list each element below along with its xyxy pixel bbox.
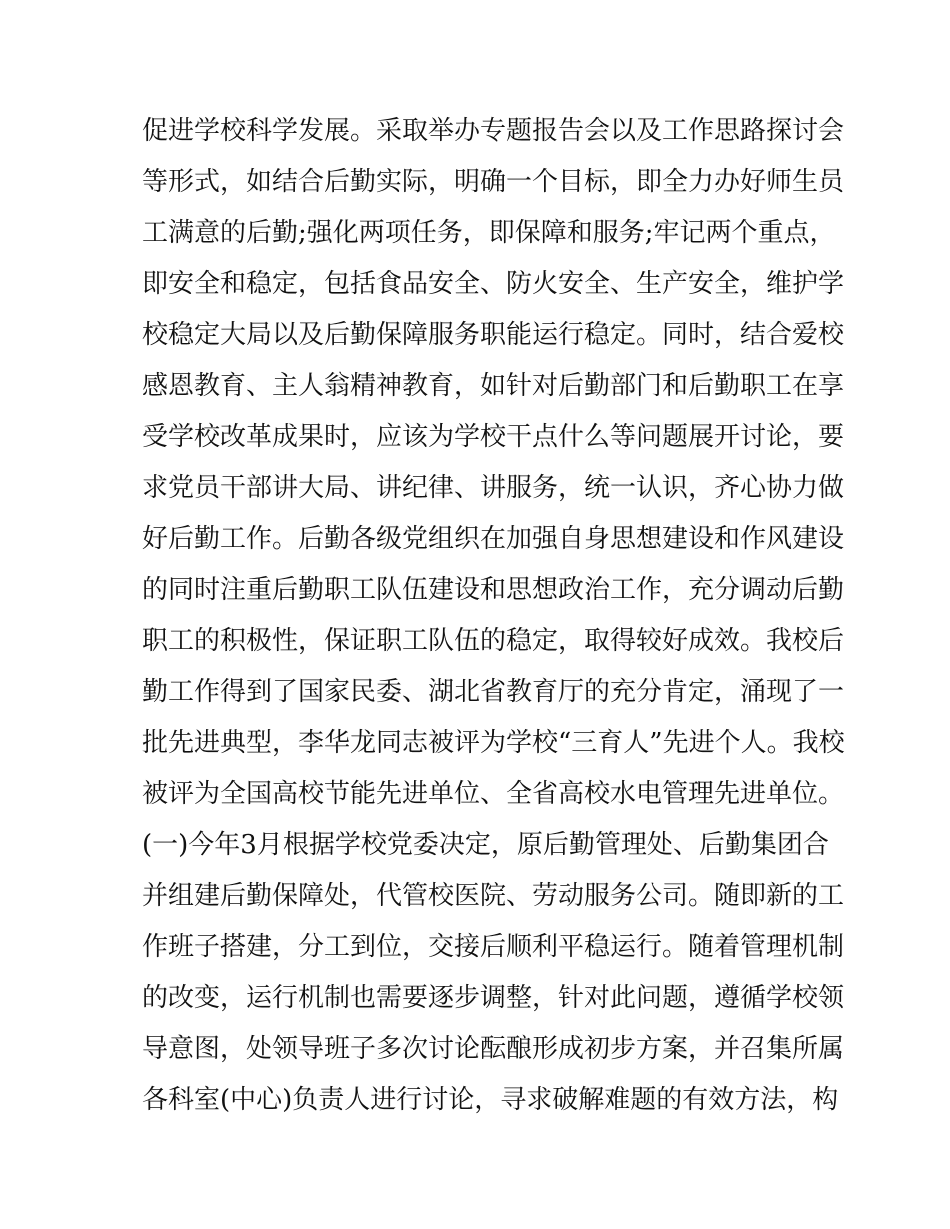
text-line-5: 校稳定大局以及后勤保障服务职能运行稳定。同时，结合爱校 [142,320,845,350]
text-line-20: 各科室(中心)负责人进行讨论，寻求破解难题的有效方法，构 [142,1085,839,1115]
text-line-1: 促进学校科学发展。采取举办专题报告会以及工作思路探讨会 [142,116,845,146]
text-line-10: 的同时注重后勤职工队伍建设和思想政治工作，充分调动后勤 [142,575,845,605]
body-text [142,112,845,1132]
text-line-13: 批先进典型，李华龙同志被评为学校“三育人”先进个人。我校 [142,728,845,758]
text-line-17: 作班子搭建，分工到位，交接后顺利平稳运行。随着管理机制 [142,932,845,962]
text-line-16: 并组建后勤保障处，代管校医院、劳动服务公司。随即新的工 [142,881,845,911]
text-line-7: 受学校改革成果时，应该为学校干点什么等问题展开讨论，要 [142,422,845,452]
text-line-8: 求党员干部讲大局、讲纪律、讲服务，统一认识，齐心协力做 [142,473,845,503]
text-line-6: 感恩教育、主人翁精神教育，如针对后勤部门和后勤职工在享 [142,371,845,401]
text-line-3: 工满意的后勤;强化两项任务，即保障和服务;牢记两个重点， [142,218,836,248]
text-line-15: (一)今年3月根据学校党委决定，原后勤管理处、后勤集团合 [142,830,829,860]
text-line-18: 的改变，运行机制也需要逐步调整，针对此问题，遵循学校领 [142,983,845,1013]
text-line-2: 等形式，如结合后勤实际，明确一个目标，即全力办好师生员 [142,167,845,197]
text-line-14: 被评为全国高校节能先进单位、全省高校水电管理先进单位。 [142,779,845,809]
text-line-9: 好后勤工作。后勤各级党组织在加强自身思想建设和作风建设 [142,524,845,554]
text-line-19: 导意图，处领导班子多次讨论酝酿形成初步方案，并召集所属 [142,1034,845,1064]
text-line-4: 即安全和稳定，包括食品安全、防火安全、生产安全，维护学 [142,269,845,299]
text-line-12: 勤工作得到了国家民委、湖北省教育厅的充分肯定，涌现了一 [142,677,845,707]
text-line-11: 职工的积极性，保证职工队伍的稳定，取得较好成效。我校后 [142,626,845,656]
